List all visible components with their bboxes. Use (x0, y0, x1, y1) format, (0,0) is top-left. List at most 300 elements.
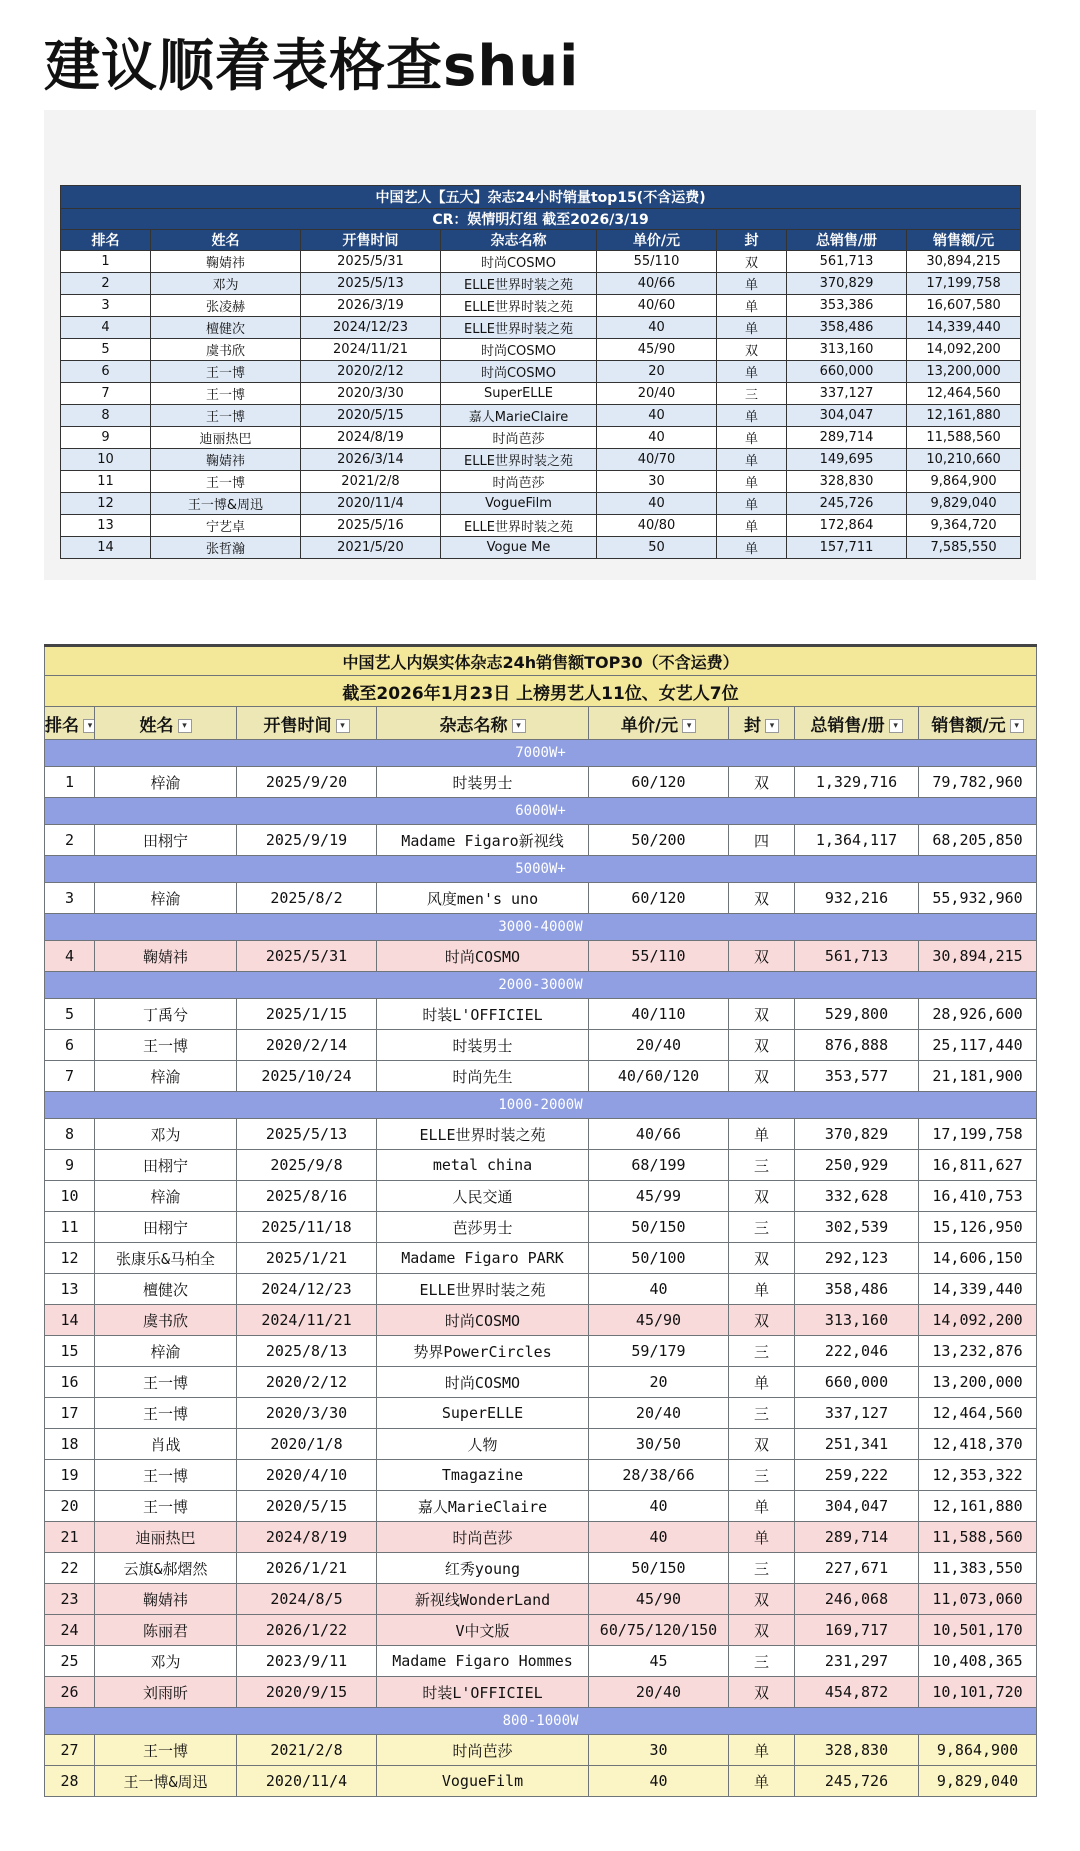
filter-dropdown-icon[interactable]: ▾ (765, 719, 779, 733)
table1-cell: 5 (61, 339, 151, 361)
table1-cell: 2025/5/16 (301, 515, 441, 537)
table2-cell: 2020/1/8 (237, 1429, 377, 1460)
table2-cell: 时装男士 (377, 767, 589, 798)
table1-cell: 2025/5/13 (301, 273, 441, 295)
table2-cell: 云旗&郝熠然 (95, 1553, 237, 1584)
table1-cell: 3 (61, 295, 151, 317)
table1-cell: 561,713 (787, 251, 907, 273)
table2-cell: 40/60/120 (589, 1061, 729, 1092)
filter-dropdown-icon[interactable]: ▾ (83, 719, 95, 733)
filter-dropdown-icon[interactable]: ▾ (512, 719, 526, 733)
table1-cell: 1 (61, 251, 151, 273)
table2-cell: 新视线WonderLand (377, 1584, 589, 1615)
table2-cell: 9,829,040 (919, 1766, 1037, 1797)
table1-column-header: 销售额/元 (907, 230, 1021, 251)
table1 (60, 185, 1021, 559)
table2-cell: 人民交通 (377, 1181, 589, 1212)
table1-cell: 4 (61, 317, 151, 339)
filter-dropdown-icon[interactable]: ▾ (889, 719, 903, 733)
table2-cell: 16,410,753 (919, 1181, 1037, 1212)
table2-cell: 2024/12/23 (237, 1274, 377, 1305)
table1-cell: 12 (61, 493, 151, 515)
table2-cell: 68/199 (589, 1150, 729, 1181)
table1-column-header: 开售时间 (301, 230, 441, 251)
table2-cell: 双 (729, 1429, 795, 1460)
table1-cell: 7,585,550 (907, 537, 1021, 559)
table2-cell: 245,726 (795, 1766, 919, 1797)
table2-cell: 张康乐&马柏全 (95, 1243, 237, 1274)
table2 (44, 644, 1037, 1797)
table2-row (45, 1274, 1037, 1305)
table1-row (61, 427, 1021, 449)
table1-column-header: 杂志名称 (441, 230, 597, 251)
table2-cell: 单 (729, 1522, 795, 1553)
table1-column-header: 总销售/册 (787, 230, 907, 251)
table2-cell: 12,418,370 (919, 1429, 1037, 1460)
table2-cell: 双 (729, 999, 795, 1030)
table1-row (61, 317, 1021, 339)
table2-cell: 人物 (377, 1429, 589, 1460)
table2-cell: 15 (45, 1336, 95, 1367)
table1-cell: 双 (717, 339, 787, 361)
table2-cell: 时尚芭莎 (377, 1522, 589, 1553)
table1-cell: 鞠婧祎 (151, 449, 301, 471)
table2-cell: 时尚芭莎 (377, 1735, 589, 1766)
table1-header-row (61, 230, 1021, 251)
table2-cell: 王一博 (95, 1398, 237, 1429)
table1-cell: 2024/8/19 (301, 427, 441, 449)
column-label: 姓名 (139, 715, 174, 736)
table2-cell: 10,501,170 (919, 1615, 1037, 1646)
table2-cell: 嘉人MarieClaire (377, 1491, 589, 1522)
table2-cell: 79,782,960 (919, 767, 1037, 798)
table1-row (61, 537, 1021, 559)
table1-row (61, 361, 1021, 383)
table2-cell: 16,811,627 (919, 1150, 1037, 1181)
table2-cell: 鞠婧祎 (95, 1584, 237, 1615)
table2-cell: 529,800 (795, 999, 919, 1030)
table2-cell: 337,127 (795, 1398, 919, 1429)
table1-cell: 宁艺卓 (151, 515, 301, 537)
table2-cell: 231,297 (795, 1646, 919, 1677)
filter-dropdown-icon[interactable]: ▾ (1010, 719, 1024, 733)
table2-header-row (45, 707, 1037, 740)
table1-cell: 王一博&周迅 (151, 493, 301, 515)
table1-cell: 353,386 (787, 295, 907, 317)
table1-cell: 时尚芭莎 (441, 471, 597, 493)
table1-column-header: 单价/元 (597, 230, 717, 251)
table2-cell: 王一博 (95, 1735, 237, 1766)
table2-cell: 势界PowerCircles (377, 1336, 589, 1367)
table2-cell: 454,872 (795, 1677, 919, 1708)
table2-cell: 三 (729, 1553, 795, 1584)
table2-cell: 2020/2/12 (237, 1367, 377, 1398)
table1-cell: 40/80 (597, 515, 717, 537)
table2-cell: 单 (729, 1119, 795, 1150)
table2-cell: 王一博 (95, 1367, 237, 1398)
table2-tier-row (45, 856, 1037, 883)
table1-cell: 2024/12/23 (301, 317, 441, 339)
table1-cell: 149,695 (787, 449, 907, 471)
column-label: 封 (744, 715, 761, 736)
table2-cell: 60/120 (589, 883, 729, 914)
table2-cell: 876,888 (795, 1030, 919, 1061)
table2-cell: 28/38/66 (589, 1460, 729, 1491)
table2-row (45, 1460, 1037, 1491)
table1-row (61, 405, 1021, 427)
table2-cell: 2025/9/19 (237, 825, 377, 856)
table1-cell: 50 (597, 537, 717, 559)
table2-row (45, 1491, 1037, 1522)
table1-cell: 2021/5/20 (301, 537, 441, 559)
table2-cell: 16 (45, 1367, 95, 1398)
table1-cell: 40 (597, 317, 717, 339)
table2-cell: 肖战 (95, 1429, 237, 1460)
table2-row (45, 941, 1037, 972)
table2-cell: 虞书欣 (95, 1305, 237, 1336)
table2-cell: 5 (45, 999, 95, 1030)
table2-cell: 2020/11/4 (237, 1766, 377, 1797)
table2-cell: 时尚COSMO (377, 1305, 589, 1336)
table1-cell: 时尚COSMO (441, 251, 597, 273)
table1-cell: 单 (717, 427, 787, 449)
table2-cell: 1,329,716 (795, 767, 919, 798)
table2-cell: 40 (589, 1522, 729, 1553)
table1-cell: 20 (597, 361, 717, 383)
table2-cell: 梓渝 (95, 767, 237, 798)
table1-cell: 358,486 (787, 317, 907, 339)
table1-cell: 17,199,758 (907, 273, 1021, 295)
table2-cell: 2020/2/14 (237, 1030, 377, 1061)
table1-cell: 三 (717, 383, 787, 405)
table1-cell: 单 (717, 405, 787, 427)
tier-label: 1000-2000W (45, 1092, 1037, 1119)
table2-cell: 2025/8/16 (237, 1181, 377, 1212)
table2-cell: 王一博&周迅 (95, 1766, 237, 1797)
table2-cell: 刘雨昕 (95, 1677, 237, 1708)
table2-cell: 370,829 (795, 1119, 919, 1150)
table1-cell: 2020/3/30 (301, 383, 441, 405)
table1-cell: 单 (717, 361, 787, 383)
table2-subtitle-row (45, 676, 1037, 707)
table2-cell: 45/90 (589, 1305, 729, 1336)
table1-cell: 8 (61, 405, 151, 427)
table2-row (45, 1615, 1037, 1646)
table2-column-header (45, 707, 95, 740)
table2-cell: 四 (729, 825, 795, 856)
table2-cell: VogueFilm (377, 1766, 589, 1797)
tier-label: 2000-3000W (45, 972, 1037, 999)
table1-cell: 檀健次 (151, 317, 301, 339)
table1-cell: 14,092,200 (907, 339, 1021, 361)
table1-cell: 20/40 (597, 383, 717, 405)
filter-dropdown-icon[interactable]: ▾ (682, 719, 696, 733)
table1-cell: 10 (61, 449, 151, 471)
table2-cell: 2020/4/10 (237, 1460, 377, 1491)
table2-cell: 11,073,060 (919, 1584, 1037, 1615)
table1-cell: 邓为 (151, 273, 301, 295)
table1-cell: 304,047 (787, 405, 907, 427)
table1-cell: ELLE世界时装之苑 (441, 449, 597, 471)
table2-cell: 20/40 (589, 1030, 729, 1061)
table2-cell: 23 (45, 1584, 95, 1615)
table2-cell: 313,160 (795, 1305, 919, 1336)
table2-cell: 2025/5/31 (237, 941, 377, 972)
tier-label: 3000-4000W (45, 914, 1037, 941)
table2-cell: 68,205,850 (919, 825, 1037, 856)
table2-cell: 12 (45, 1243, 95, 1274)
tier-label: 5000W+ (45, 856, 1037, 883)
table2-row (45, 1212, 1037, 1243)
table2-cell: 11,588,560 (919, 1522, 1037, 1553)
table1-row (61, 471, 1021, 493)
table2-cell: 40 (589, 1274, 729, 1305)
table2-cell: 11,383,550 (919, 1553, 1037, 1584)
table1-cell: 王一博 (151, 383, 301, 405)
table1-cell: 9,829,040 (907, 493, 1021, 515)
table2-cell: 双 (729, 941, 795, 972)
table2-cell: 30,894,215 (919, 941, 1037, 972)
table1-cell: 11 (61, 471, 151, 493)
table1-credit-row (61, 209, 1021, 230)
table2-cell: 2024/11/21 (237, 1305, 377, 1336)
table1-cell: 时尚芭莎 (441, 427, 597, 449)
table2-title: 中国艺人内娱实体杂志24h销售额TOP30（不含运费） (45, 646, 1037, 676)
table2-cell: 55,932,960 (919, 883, 1037, 914)
table2-cell: 三 (729, 1646, 795, 1677)
table2-cell: 12,353,322 (919, 1460, 1037, 1491)
table2-cell: 梓渝 (95, 1061, 237, 1092)
table2-cell: 28,926,600 (919, 999, 1037, 1030)
table2-cell: 檀健次 (95, 1274, 237, 1305)
table1-cell: 12,161,880 (907, 405, 1021, 427)
table1-cell: 鞠婧祎 (151, 251, 301, 273)
table2-cell: 2025/8/2 (237, 883, 377, 914)
table2-subtitle: 截至2026年1月23日 上榜男艺人11位、女艺人7位 (45, 676, 1037, 707)
table2-cell: 单 (729, 1274, 795, 1305)
table1-cell: 40 (597, 427, 717, 449)
table2-container (44, 644, 1036, 1797)
table1-row (61, 493, 1021, 515)
table2-cell: 302,539 (795, 1212, 919, 1243)
table2-cell: 17 (45, 1398, 95, 1429)
table2-cell: 陈丽君 (95, 1615, 237, 1646)
table2-cell: Madame Figaro Hommes (377, 1646, 589, 1677)
table1-cell: 2020/11/4 (301, 493, 441, 515)
table2-cell: 26 (45, 1677, 95, 1708)
table2-cell: ELLE世界时装之苑 (377, 1119, 589, 1150)
table2-cell: 丁禹兮 (95, 999, 237, 1030)
tier-label: 6000W+ (45, 798, 1037, 825)
table1-cell: 172,864 (787, 515, 907, 537)
table2-cell: 1,364,117 (795, 825, 919, 856)
table1-row (61, 295, 1021, 317)
table1-cell: 单 (717, 537, 787, 559)
table2-cell: 45 (589, 1646, 729, 1677)
table2-cell: 2025/8/13 (237, 1336, 377, 1367)
table2-cell: 双 (729, 1030, 795, 1061)
table1-cell: 迪丽热巴 (151, 427, 301, 449)
table1-cell: 45/90 (597, 339, 717, 361)
table2-cell: 250,929 (795, 1150, 919, 1181)
table2-cell: 2025/11/18 (237, 1212, 377, 1243)
table1-cell: 55/110 (597, 251, 717, 273)
table2-cell: 2026/1/21 (237, 1553, 377, 1584)
table1-cell: 单 (717, 493, 787, 515)
table2-cell: 9 (45, 1150, 95, 1181)
table2-cell: 时尚先生 (377, 1061, 589, 1092)
table1-cell: 6 (61, 361, 151, 383)
table2-cell: 田栩宁 (95, 1212, 237, 1243)
table2-cell: 双 (729, 1305, 795, 1336)
table2-cell: 10,408,365 (919, 1646, 1037, 1677)
table1-row (61, 251, 1021, 273)
table1-title: 中国艺人【五大】杂志24小时销量top15(不含运费) (61, 186, 1021, 209)
table2-cell: 时装男士 (377, 1030, 589, 1061)
table1-cell: 单 (717, 295, 787, 317)
table2-cell: 2026/1/22 (237, 1615, 377, 1646)
table1-cell: 12,464,560 (907, 383, 1021, 405)
table2-title-row (45, 646, 1037, 676)
table2-cell: Tmagazine (377, 1460, 589, 1491)
table1-row (61, 339, 1021, 361)
table2-row (45, 1398, 1037, 1429)
table1-cell: 2024/11/21 (301, 339, 441, 361)
table2-cell: 梓渝 (95, 1181, 237, 1212)
table2-cell: 18 (45, 1429, 95, 1460)
table2-cell: 双 (729, 1584, 795, 1615)
table1-cell: 40 (597, 493, 717, 515)
table1-cell: 9,864,900 (907, 471, 1021, 493)
table1-cell: ELLE世界时装之苑 (441, 295, 597, 317)
table1-cell: VogueFilm (441, 493, 597, 515)
table2-cell: 14,606,150 (919, 1243, 1037, 1274)
table1-cell: 40/60 (597, 295, 717, 317)
table2-cell: 双 (729, 767, 795, 798)
table2-cell: 59/179 (589, 1336, 729, 1367)
table2-row (45, 767, 1037, 798)
table2-cell: 40/110 (589, 999, 729, 1030)
table1-cell: 16,607,580 (907, 295, 1021, 317)
table2-tier-row (45, 1092, 1037, 1119)
table2-cell: 时尚COSMO (377, 941, 589, 972)
table1-cell: 7 (61, 383, 151, 405)
table2-cell: V中文版 (377, 1615, 589, 1646)
table2-cell: 22 (45, 1553, 95, 1584)
table1-cell: Vogue Me (441, 537, 597, 559)
table2-cell: 45/99 (589, 1181, 729, 1212)
table1-cell: 13 (61, 515, 151, 537)
table2-cell: 15,126,950 (919, 1212, 1037, 1243)
table1-row (61, 383, 1021, 405)
table2-cell: 328,830 (795, 1735, 919, 1766)
table1-cell: 40 (597, 405, 717, 427)
table2-cell: 双 (729, 1061, 795, 1092)
table2-row (45, 1522, 1037, 1553)
table1-row (61, 449, 1021, 471)
table2-cell: 27 (45, 1735, 95, 1766)
table2-cell: 7 (45, 1061, 95, 1092)
table2-row (45, 825, 1037, 856)
table2-cell: 2025/9/8 (237, 1150, 377, 1181)
table2-cell: 21,181,900 (919, 1061, 1037, 1092)
table1-column-header: 封 (717, 230, 787, 251)
table2-column-header (729, 707, 795, 740)
table2-cell: ELLE世界时装之苑 (377, 1274, 589, 1305)
table1-cell: 单 (717, 273, 787, 295)
filter-dropdown-icon[interactable]: ▾ (178, 719, 192, 733)
table2-cell: 王一博 (95, 1491, 237, 1522)
table2-row (45, 1367, 1037, 1398)
table2-cell: 227,671 (795, 1553, 919, 1584)
table2-cell: 12,161,880 (919, 1491, 1037, 1522)
table2-cell: 时尚COSMO (377, 1367, 589, 1398)
table1-cell: 王一博 (151, 361, 301, 383)
table2-row (45, 1243, 1037, 1274)
table2-row (45, 1584, 1037, 1615)
table1-cell: 虞书欣 (151, 339, 301, 361)
table2-cell: 三 (729, 1460, 795, 1491)
table2-cell: 时装L'OFFICIEL (377, 999, 589, 1030)
table2-cell: 40 (589, 1766, 729, 1797)
table1-column-header: 姓名 (151, 230, 301, 251)
table1-cell: 245,726 (787, 493, 907, 515)
table2-row (45, 1061, 1037, 1092)
table2-cell: 2025/9/20 (237, 767, 377, 798)
table1-cell: 337,127 (787, 383, 907, 405)
table2-cell: 时装L'OFFICIEL (377, 1677, 589, 1708)
table2-cell: 20/40 (589, 1398, 729, 1429)
table2-cell: 17,199,758 (919, 1119, 1037, 1150)
table2-cell: 289,714 (795, 1522, 919, 1553)
column-label: 杂志名称 (439, 715, 508, 736)
table1-column-header: 排名 (61, 230, 151, 251)
table2-cell: 14 (45, 1305, 95, 1336)
table2-cell: 8 (45, 1119, 95, 1150)
table2-row (45, 1119, 1037, 1150)
table1-cell: 张哲瀚 (151, 537, 301, 559)
table2-cell: 358,486 (795, 1274, 919, 1305)
table2-tier-row (45, 740, 1037, 767)
filter-dropdown-icon[interactable]: ▾ (336, 719, 350, 733)
table2-cell: 246,068 (795, 1584, 919, 1615)
table1-credit: CR：娱情明灯组 截至2026/3/19 (61, 209, 1021, 230)
table2-row (45, 1553, 1037, 1584)
table2-cell: 14,092,200 (919, 1305, 1037, 1336)
table2-cell: 芭莎男士 (377, 1212, 589, 1243)
table2-row (45, 883, 1037, 914)
table2-cell: Madame Figaro PARK (377, 1243, 589, 1274)
table1-cell: 单 (717, 317, 787, 339)
table2-cell: 24 (45, 1615, 95, 1646)
table2-cell: 55/110 (589, 941, 729, 972)
table2-cell: 三 (729, 1336, 795, 1367)
table2-cell: 30 (589, 1735, 729, 1766)
table2-cell: 20 (45, 1491, 95, 1522)
table2-cell: 14,339,440 (919, 1274, 1037, 1305)
table2-column-header (589, 707, 729, 740)
table2-row (45, 1150, 1037, 1181)
table1-cell: 时尚COSMO (441, 339, 597, 361)
table1-cell: 单 (717, 471, 787, 493)
table1-cell: 2020/5/15 (301, 405, 441, 427)
table1-cell: 王一博 (151, 405, 301, 427)
column-label: 排名 (45, 715, 79, 736)
table1-cell: 2025/5/31 (301, 251, 441, 273)
table2-cell: 2020/5/15 (237, 1491, 377, 1522)
table1-cell: 40/70 (597, 449, 717, 471)
table1-cell: 289,714 (787, 427, 907, 449)
